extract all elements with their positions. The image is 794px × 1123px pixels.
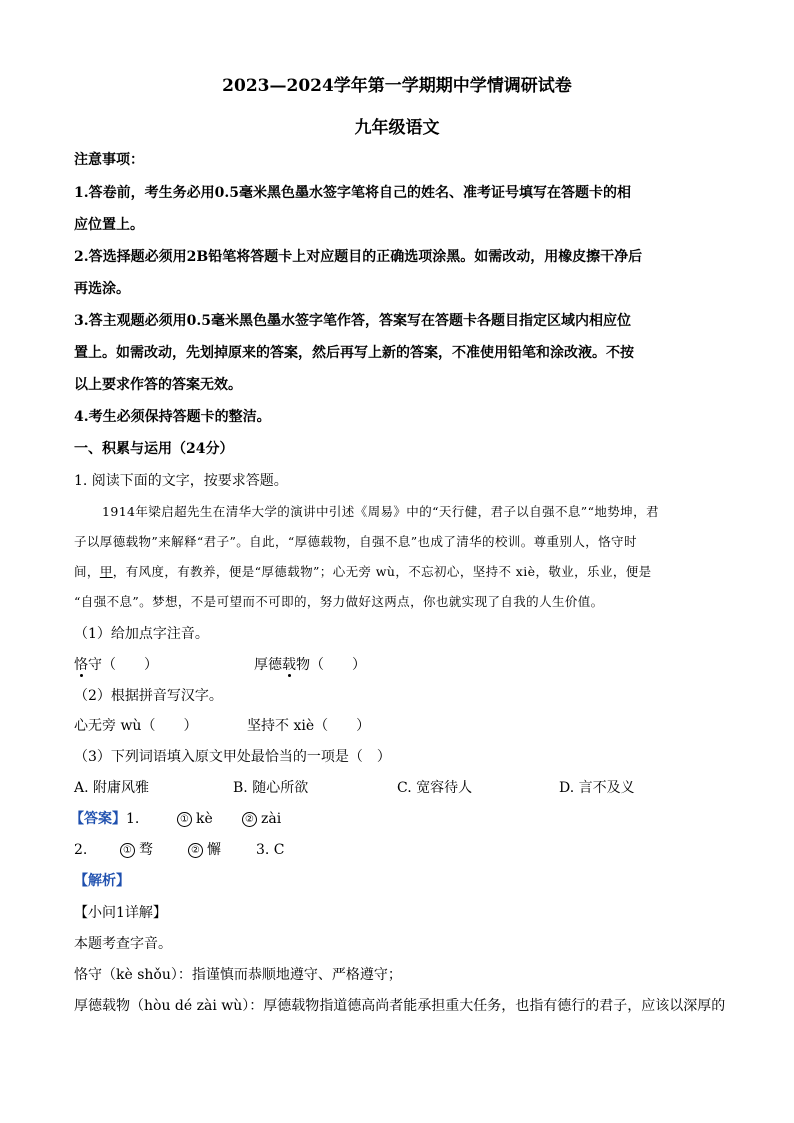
analysis-line-3: 厚德载物（hòu dé zài wù）：厚德载物指道德高尚者能承担重大任务，也指有德行的君子，应该以深厚的 xyxy=(74,998,726,1014)
exam-subject: 九年级语文 xyxy=(354,118,440,138)
sub-question-2-label: （2）根据拼音写汉字。 xyxy=(74,688,223,704)
notice-item-3-line-3: 以上要求作答的答案无效。 xyxy=(74,377,242,393)
sub-question-3-label: （3）下列词语填入原文甲处最恰当的一项是（ ） xyxy=(74,749,391,765)
passage-line-4: “自强不息”。梦想，不是可望而不可即的，努力做好这两点，你也就实现了自我的人生价值。 xyxy=(74,594,604,609)
notice-item-1-line-2: 应位置上。 xyxy=(74,217,144,233)
exam-title: 2023—2024学年第一学期期中学情调研试卷 xyxy=(222,76,572,96)
answer-2-item-1: ① 骛 xyxy=(120,840,153,860)
notice-item-1-line-1: 1.答卷前，考生务必用0.5毫米黑色墨水签字笔将自己的姓名、准考证号填写在答题卡的相 xyxy=(74,185,631,201)
notice-item-4-line-1: 4.考生必须保持答题卡的整洁。 xyxy=(74,409,271,425)
notice-heading: 注意事项： xyxy=(74,152,144,168)
passage-line-2: 子以厚德载物”来解释“君子”。自此，“厚德载物，自强不息”也成了清华的校训。尊重别人，恪守时 xyxy=(74,534,637,549)
answer-3: 3. C xyxy=(256,842,285,858)
sub-question-1-label: （1）给加点字注音。 xyxy=(74,626,209,642)
answer-1-number: 1. xyxy=(126,811,140,827)
answer-tag: 【答案】 xyxy=(70,811,126,827)
answer-2-number: 2. xyxy=(74,842,88,858)
answer-1-item-1: ① kè xyxy=(177,809,213,829)
answer-line-1 xyxy=(70,809,282,829)
answer-1-item-2: ② zài xyxy=(242,809,281,829)
hanzi-item-1: 心无旁 wù（ ） xyxy=(74,718,198,734)
blank-jia: 甲 xyxy=(99,564,113,579)
option-b: B. 随心所欲 xyxy=(233,780,309,796)
passage-line-3: 间，甲，有风度，有教养，便是“厚德载物”；心无旁 wù，不忘初心，坚持不 xiè，敬业，乐业，便是 xyxy=(74,564,652,579)
notice-item-2-line-2: 再选涂。 xyxy=(74,281,130,297)
hanzi-item-2: 坚持不 xiè（ ） xyxy=(247,718,371,734)
passage-line-1: 1914年梁启超先生在清华大学的演讲中引述《周易》中的“天行健，君子以自强不息”“地势坤，君 xyxy=(102,504,659,519)
option-d: D. 言不及义 xyxy=(559,780,635,796)
notice-item-3-line-2: 置上。如需改动，先划掉原来的答案，然后再写上新的答案，不准使用铅笔和涂改液。不按 xyxy=(74,345,634,361)
answer-2-item-2: ② 懈 xyxy=(188,840,221,860)
question-1-stem: 1. 阅读下面的文字，按要求答题。 xyxy=(74,473,288,489)
section-heading: 一、积累与运用（24分） xyxy=(74,441,234,457)
pinyin-item-1: 恪守（ ） xyxy=(74,657,158,673)
analysis-line-2: 恪守（kè shǒu）：指谨慎而恭顺地遵守、严格遵守； xyxy=(74,967,402,983)
analysis-line-1: 本题考查字音。 xyxy=(74,936,172,952)
option-c: C. 宽容待人 xyxy=(397,780,473,796)
option-a: A. 附庸风雅 xyxy=(74,780,150,796)
analysis-subheading: 【小问1详解】 xyxy=(74,905,167,921)
notice-item-3-line-1: 3.答主观题必须用0.5毫米黑色墨水签字笔作答，答案写在答题卡各题目指定区域内相应位 xyxy=(74,313,631,329)
pinyin-item-2: 厚德载物（ ） xyxy=(254,657,366,673)
analysis-tag: 【解析】 xyxy=(74,873,130,889)
notice-item-2-line-1: 2.答选择题必须用2B铅笔将答题卡上对应题目的正确选项涂黑。如需改动，用橡皮擦干净后 xyxy=(74,249,643,265)
